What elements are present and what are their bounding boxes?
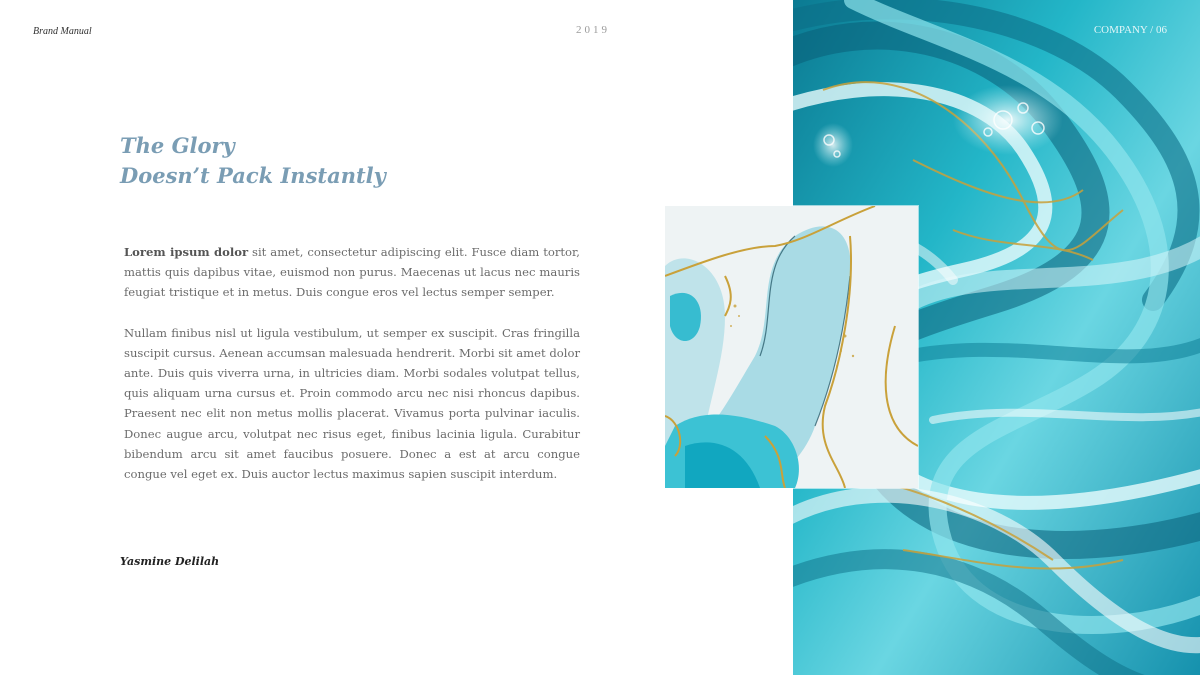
title-line-1: The Glory <box>120 133 235 158</box>
marble-image-small <box>665 206 918 488</box>
body-text <box>124 242 580 504</box>
brand-label: Brand Manual <box>33 26 92 37</box>
year-label: 2019 <box>576 24 610 36</box>
page-title <box>120 131 540 191</box>
paragraph-1 <box>124 242 580 303</box>
title-line-2: Doesn’t Pack Instantly <box>120 163 386 188</box>
paragraph-2: Nullam finibus nisl ut ligula vestibulum, ut semper ex suscipit. Cras fringilla suscipit cursus. Aenean accumsan malesuada hendrerit. Morbi sit amet dolor ante. Duis quis viverra urna, in ultricies diam. Morbi sodales volutpat tellus, quis aliquam urna cursus et. Proin commodo arcu nec nisi rhoncus dapibus. Praesent nec elit non metus mollis placerat. Vivamus porta pulvinar iaculis. Donec augue arcu, volutpat nec risus eget, finibus lacinia ligula. Curabitur bibendum arcu sit amet faucibus posuere. Donec a est at arcu congue congue vel eget ex. Duis auctor lectus maximus sapien suscipit interdum. <box>124 325 580 482</box>
author-name: Yasmine Delilah <box>120 555 220 568</box>
paragraph-1-lead: Lorem ipsum dolor <box>124 245 249 259</box>
paragraph-1-text: sit amet, consectetur adipiscing elit. Fusce diam tortor, mattis quis dapibus vitae, euismod non purus. Maecenas ut lacus nec mauris feugiat tristique et in metus. Duis congue eros vel lectus semper semper. <box>124 245 580 300</box>
company-page-label: COMPANY / 06 <box>1093 24 1167 36</box>
